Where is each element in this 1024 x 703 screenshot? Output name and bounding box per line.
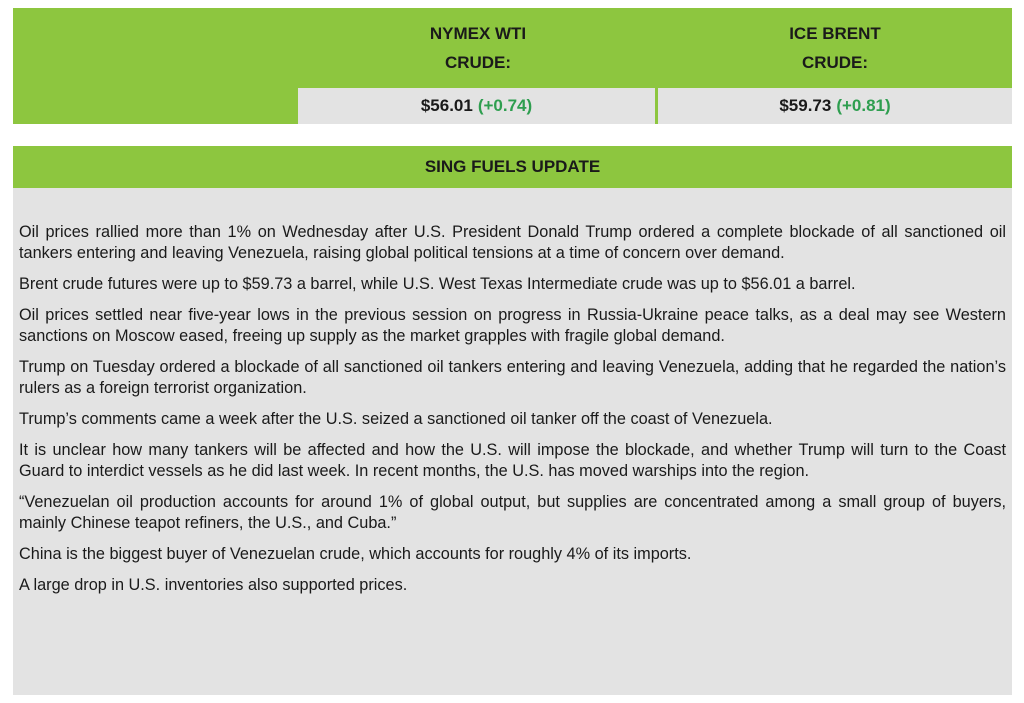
update-paragraph: “Venezuelan oil production accounts for around 1% of global output, but supplies are concentrated among a small group of buyers, mainly Chinese teapot refiners, the U.S., and Cuba.” (19, 493, 1006, 532)
wti-price: $56.01 (420, 96, 473, 115)
update-paragraph: Brent crude futures were up to $59.73 a barrel, while U.S. West Texas Intermediate crude was up to $56.01 a barrel. (19, 275, 856, 293)
update-paragraph: China is the biggest buyer of Venezuelan crude, which accounts for roughly 4% of its imports. (19, 545, 692, 563)
brent-price: $59.73 (779, 96, 832, 115)
update-paragraph: A large drop in U.S. inventories also supported prices. (19, 576, 408, 594)
brent-label-line2: CRUDE: (801, 53, 869, 72)
brent-change: (+0.81) (836, 96, 891, 115)
update-title: SING FUELS UPDATE (13, 146, 1012, 188)
update-paragraph: Trump on Tuesday ordered a blockade of all sanctioned oil tankers entering and leaving Venezuela, adding that he regarded the nation’s rulers as a foreign terrorist organization. (19, 358, 1006, 397)
wti-label-line1: NYMEX WTI (429, 24, 527, 43)
update-paragraph: Oil prices settled near five-year lows in the previous session on progress in Russia-Ukraine peace talks, as a deal may see Western sanctions on Moscow eased, freeing up supply as the market grapples with fragile global demand. (19, 306, 1006, 345)
update-body (13, 188, 1012, 596)
update-paragraph: Oil prices rallied more than 1% on Wednesday after U.S. President Donald Trump ordered a complete blockade of all sanctioned oil tankers entering and leaving Venezuela, raising global political tensions at a time of concern over demand. (19, 223, 1006, 262)
wti-price-cell (298, 88, 655, 124)
brent-price-cell (658, 88, 1012, 124)
update-panel (13, 146, 1012, 695)
wti-change: (+0.74) (477, 96, 533, 115)
update-paragraph: It is unclear how many tankers will be affected and how the U.S. will impose the blockade, and whether Trump will turn to the Coast Guard to interdict vessels as he did last week. In recent months, the U.S. has moved warships into the region. (19, 441, 1006, 480)
wti-label-line2: CRUDE: (444, 53, 512, 72)
brent-header (658, 8, 1012, 88)
update-paragraph: Trump’s comments came a week after the U.S. seized a sanctioned oil tanker off the coast of Venezuela. (19, 410, 773, 428)
wti-header (298, 8, 658, 88)
price-table (13, 8, 1012, 124)
brent-label-line1: ICE BRENT (789, 24, 881, 43)
